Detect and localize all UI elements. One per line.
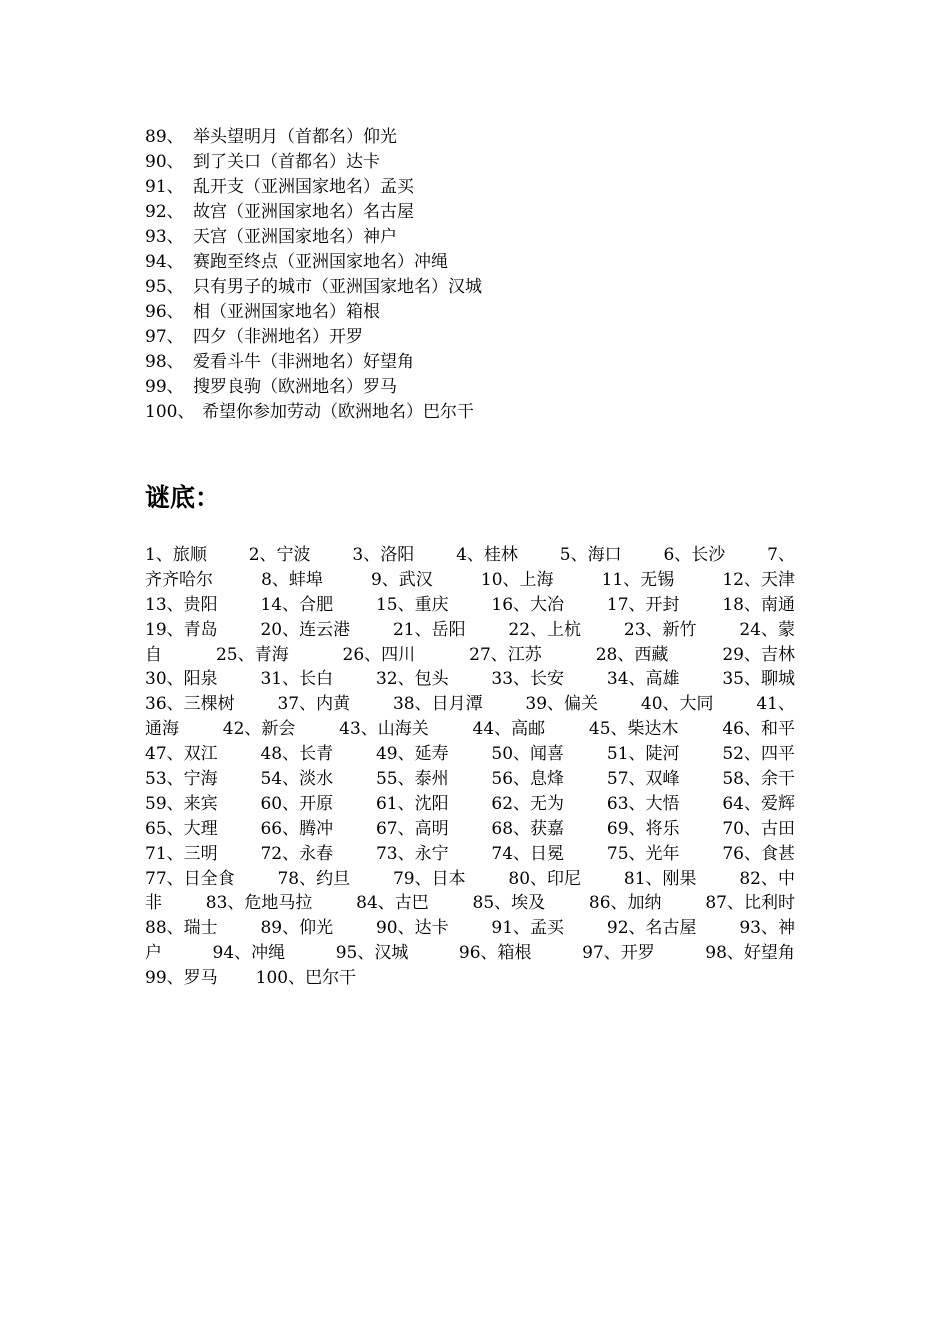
answer-item: 18、南通 [722, 594, 795, 615]
answer-item: 95、汉城 [335, 943, 409, 964]
answer-line [145, 891, 795, 916]
answer-item: 齐齐哈尔 [145, 569, 213, 590]
answer-item: 90、达卡 [375, 918, 449, 939]
answer-item: 44、高邮 [472, 719, 546, 740]
question-item [145, 250, 805, 275]
answer-item: 54、淡水 [260, 769, 334, 790]
answer-item: 100、巴尔干 [255, 968, 357, 989]
answer-item: 78、约旦 [277, 868, 351, 889]
answer-item: 82、中 [739, 868, 795, 889]
answer-line [145, 667, 795, 692]
answer-item: 6、长沙 [663, 545, 726, 565]
answer-item: 29、吉林 [722, 644, 795, 665]
question-item [145, 350, 805, 375]
answer-item: 24、蒙 [739, 619, 795, 640]
answer-item: 87、比利时 [705, 893, 795, 914]
question-number: 91、 [145, 177, 184, 197]
answer-item: 自 [145, 644, 162, 665]
answer-item: 户 [145, 943, 162, 964]
question-text: 希望你参加劳动（欧洲地名）巴尔干 [202, 402, 474, 422]
answer-item: 12、天津 [722, 569, 795, 590]
question-text: 乱开支（亚洲国家地名）孟买 [193, 177, 414, 197]
answers-heading: 谜底： [145, 483, 221, 512]
question-text: 故宫（亚洲国家地名）名古屋 [193, 202, 414, 222]
answer-item: 74、日冕 [491, 843, 565, 864]
answer-item: 53、宁海 [145, 769, 218, 790]
answer-item: 36、三棵树 [145, 694, 235, 715]
answer-line [145, 767, 795, 792]
question-number: 95、 [145, 277, 184, 297]
answer-item: 66、腾冲 [260, 818, 334, 839]
question-text: 赛跑至终点（亚洲国家地名）冲绳 [193, 252, 448, 272]
answer-item: 13、贵阳 [145, 594, 218, 615]
answer-line [145, 568, 795, 593]
question-text: 搜罗良驹（欧洲地名）罗马 [193, 377, 397, 397]
question-item [145, 400, 805, 425]
answer-item: 84、古巴 [356, 893, 429, 914]
answer-item: 14、合肥 [260, 594, 334, 615]
answer-item: 93、神 [739, 918, 795, 939]
answer-line [145, 842, 795, 867]
answer-item: 57、双峰 [606, 769, 680, 790]
answer-item: 2、宁波 [248, 545, 311, 565]
answer-item: 48、长青 [260, 744, 334, 765]
answer-line [145, 742, 795, 767]
answer-item: 76、食甚 [722, 843, 795, 864]
answer-item: 5、海口 [559, 545, 622, 565]
answer-item: 92、名古屋 [606, 918, 697, 939]
answer-item: 15、重庆 [375, 594, 449, 615]
answer-item: 25、青海 [215, 644, 289, 665]
answer-item: 4、桂林 [456, 545, 518, 565]
question-number: 97、 [145, 327, 184, 347]
answer-item: 通海 [145, 719, 179, 740]
answer-line [145, 817, 795, 842]
answer-item: 89、仰光 [260, 918, 334, 939]
question-item [145, 275, 805, 300]
answer-item: 40、大同 [640, 694, 714, 715]
answer-item: 17、开封 [606, 594, 680, 615]
question-number: 92、 [145, 202, 184, 222]
question-text: 相（亚洲国家地名）箱根 [193, 302, 380, 322]
question-number: 96、 [145, 302, 184, 322]
answer-item: 59、来宾 [145, 793, 218, 814]
answer-item: 60、开原 [260, 793, 334, 814]
answer-item: 64、爱辉 [722, 793, 795, 814]
answer-item: 88、瑞士 [145, 918, 218, 939]
question-number: 89、 [145, 127, 184, 147]
answer-item: 32、包头 [375, 669, 449, 690]
answer-item: 49、延寿 [375, 744, 449, 765]
answer-item: 30、阳泉 [145, 669, 218, 690]
answer-item: 75、光年 [606, 843, 680, 864]
answer-item: 31、长白 [260, 669, 334, 690]
question-text: 只有男子的城市（亚洲国家地名）汉城 [193, 277, 482, 297]
answer-item: 7、 [767, 545, 795, 565]
answer-line [145, 966, 795, 991]
answer-item: 23、新竹 [623, 619, 697, 640]
answer-item: 55、泰州 [375, 769, 449, 790]
answer-item: 45、柴达木 [588, 719, 679, 740]
question-list [145, 125, 805, 425]
question-number: 98、 [145, 352, 184, 372]
answer-item: 非 [145, 893, 162, 914]
question-item [145, 325, 805, 350]
question-item [145, 150, 805, 175]
answer-line [145, 867, 795, 892]
answer-item: 22、上杭 [508, 619, 582, 640]
answer-line [145, 692, 795, 717]
question-text: 举头望明月（首都名）仰光 [193, 127, 397, 147]
question-item [145, 175, 805, 200]
answer-line [145, 593, 795, 618]
question-text: 天宫（亚洲国家地名）神户 [193, 227, 397, 247]
answer-item: 51、陡河 [606, 744, 680, 765]
answer-item: 56、息烽 [491, 769, 565, 790]
answer-item: 72、永春 [260, 843, 334, 864]
answer-line [145, 543, 795, 568]
answer-item: 10、上海 [480, 569, 554, 590]
answer-item: 16、大冶 [491, 594, 565, 615]
answer-line [145, 643, 795, 668]
answer-item: 98、好望角 [705, 943, 795, 964]
answer-line [145, 941, 795, 966]
answer-item: 33、长安 [491, 669, 565, 690]
answer-item: 52、四平 [722, 744, 795, 765]
answer-item: 37、内黄 [277, 694, 351, 715]
answer-item: 71、三明 [145, 843, 218, 864]
answer-item: 80、印尼 [508, 868, 582, 889]
answer-item: 67、高明 [375, 818, 449, 839]
answer-item: 69、将乐 [606, 818, 680, 839]
answer-item: 39、偏关 [525, 694, 599, 715]
answer-item: 27、江苏 [469, 644, 542, 665]
question-text: 到了关口（首都名）达卡 [193, 152, 380, 172]
answer-item: 38、日月潭 [392, 694, 483, 715]
answer-item: 46、和平 [722, 719, 795, 740]
question-item [145, 125, 805, 150]
answer-block [145, 543, 795, 991]
answer-item: 91、孟买 [491, 918, 565, 939]
question-item [145, 200, 805, 225]
answer-item: 1、旅顺 [145, 545, 207, 565]
answer-line [145, 717, 795, 742]
answer-item: 97、开罗 [582, 943, 655, 964]
answer-line [145, 618, 795, 643]
question-text: 爱看斗牛（非洲地名）好望角 [193, 352, 414, 372]
answer-item: 3、洛阳 [352, 545, 415, 565]
answer-item: 96、箱根 [458, 943, 532, 964]
answer-item: 19、青岛 [145, 619, 218, 640]
answer-item: 35、聊城 [722, 669, 795, 690]
question-list-container [145, 125, 805, 425]
answer-item: 11、无锡 [601, 569, 675, 590]
answer-item: 73、永宁 [375, 843, 449, 864]
answer-item: 8、蚌埠 [261, 569, 323, 590]
answer-item: 83、危地马拉 [205, 893, 313, 914]
answer-item: 58、余干 [722, 769, 795, 790]
answer-item: 68、获嘉 [491, 818, 565, 839]
question-number: 94、 [145, 252, 184, 272]
question-item [145, 225, 805, 250]
question-text: 四夕（非洲地名）开罗 [193, 327, 363, 347]
answer-item: 65、大理 [145, 818, 218, 839]
answer-item: 61、沈阳 [375, 793, 449, 814]
answer-item: 94、冲绳 [212, 943, 286, 964]
question-item [145, 300, 805, 325]
answer-item: 21、岳阳 [392, 619, 466, 640]
answer-item: 26、四川 [342, 644, 416, 665]
answer-item: 41、 [756, 694, 795, 715]
answer-item: 34、高雄 [606, 669, 680, 690]
answer-item: 77、日全食 [145, 868, 235, 889]
answer-item: 81、刚果 [623, 868, 697, 889]
answer-item: 99、罗马 [145, 968, 218, 989]
question-item [145, 375, 805, 400]
answer-line [145, 792, 795, 817]
question-number: 99、 [145, 377, 184, 397]
answer-item: 62、无为 [491, 793, 565, 814]
answer-item: 9、武汉 [370, 569, 433, 590]
answer-item: 63、大悟 [606, 793, 680, 814]
answer-item: 50、闻喜 [491, 744, 565, 765]
answer-item: 42、新会 [222, 719, 296, 740]
answer-item: 86、加纳 [588, 893, 662, 914]
answer-line [145, 916, 795, 941]
answer-item: 70、古田 [722, 818, 795, 839]
answer-item: 20、连云港 [260, 619, 351, 640]
answer-item: 28、西藏 [595, 644, 669, 665]
answer-item: 43、山海关 [339, 719, 429, 740]
question-number: 100、 [145, 402, 195, 422]
question-number: 93、 [145, 227, 184, 247]
answer-item: 85、埃及 [472, 893, 546, 914]
answer-item: 47、双江 [145, 744, 218, 765]
question-number: 90、 [145, 152, 184, 172]
answer-item: 79、日本 [392, 868, 466, 889]
